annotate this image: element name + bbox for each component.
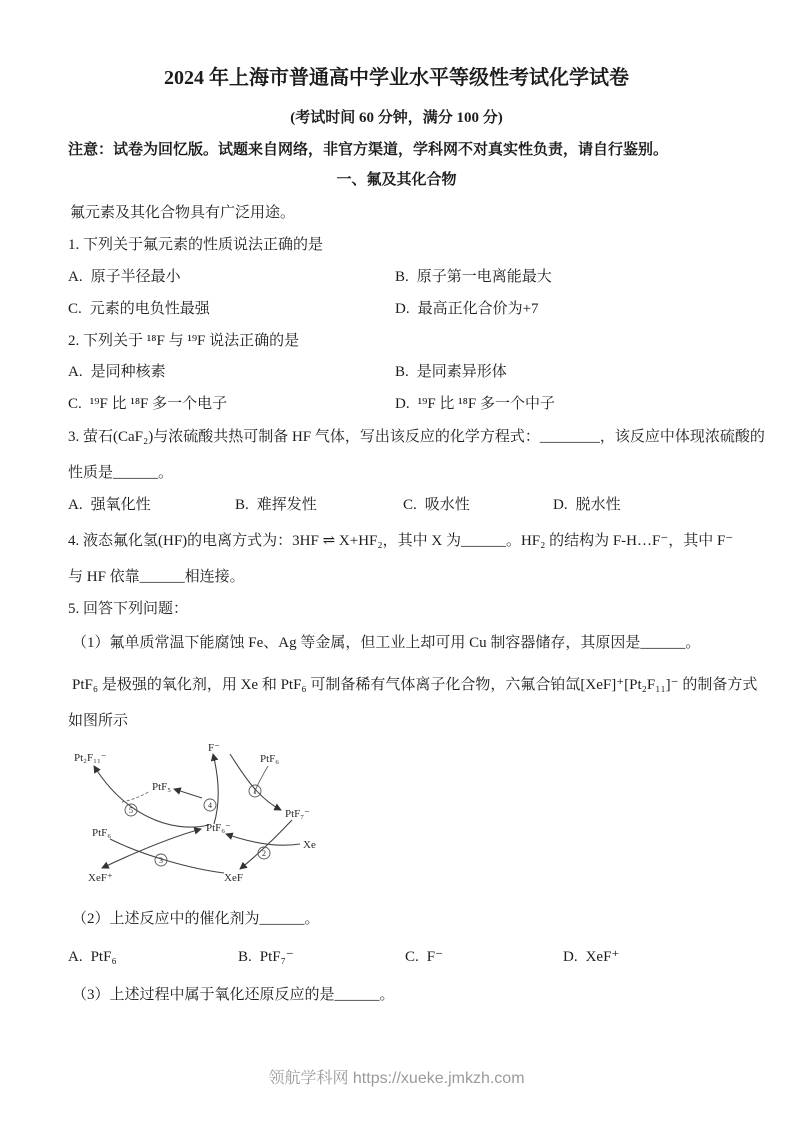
- q5-part2-option-a: A. PtF₆: [68, 949, 117, 965]
- q1-option-c: C. 元素的电负性最强: [68, 301, 210, 317]
- q5-part2-option-b: B. PtF₇⁻: [238, 949, 294, 965]
- node-pt2f11-label: Pt₂F₁₁⁻: [74, 752, 107, 764]
- q3-option-c: C. 吸水性: [403, 497, 470, 513]
- q1-option-a: A. 原子半径最小: [68, 269, 181, 285]
- step-4-badge: [204, 799, 216, 811]
- svg-text:4: 4: [208, 801, 212, 810]
- q5-part3: （3）上述过程中属于氧化还原反应的是______。: [72, 987, 395, 1003]
- q1-stem: 1. 下列关于氟元素的性质说法正确的是: [68, 237, 324, 253]
- node-xef-label: XeF: [224, 872, 243, 884]
- q4-line-2: 与 HF 依靠______相连接。: [68, 569, 245, 585]
- node-f-minus-label: F⁻: [208, 742, 220, 754]
- step-2-badge: [258, 847, 270, 859]
- q1-option-b: B. 原子第一电离能最大: [395, 269, 552, 285]
- footer-watermark: 领航学科网 https://xueke.jmkzh.com: [268, 1070, 525, 1087]
- arrow-step4-to-ptf5: [174, 789, 202, 798]
- q5-part1: （1）氟单质常温下能腐蚀 Fe、Ag 等金属，但工业上却可用 Cu 制容器储存，其原因是______。: [72, 635, 701, 651]
- node-ptf6-minus-label: PtF₆⁻: [206, 822, 231, 834]
- q5-para-line-2: 如图所示: [68, 713, 129, 729]
- notice-text: 注意：试卷为回忆版。试题来自网络，非官方渠道，学科网不对真实性负责，请自行鉴别。: [68, 142, 669, 158]
- q5-part2: （2）上述反应中的催化剂为______。: [72, 911, 320, 927]
- exam-title: 2024 年上海市普通高中学业水平等级性考试化学试卷: [164, 67, 629, 89]
- q2-option-b: B. 是同素异形体: [395, 364, 507, 380]
- reaction-diagram: [62, 740, 362, 898]
- svg-text:3: 3: [159, 856, 163, 865]
- step-1-badge: [249, 785, 261, 797]
- q2-option-d: D. ¹⁹F 比 ¹⁸F 多一个中子: [395, 396, 555, 412]
- q2-option-a: A. 是同种核素: [68, 364, 166, 380]
- q5-stem: 5. 回答下列问题：: [68, 601, 189, 617]
- q3-line-2: 性质是______。: [68, 465, 174, 481]
- section-heading: 一、氟及其化合物: [336, 172, 457, 188]
- q5-para-line-1: PtF₆ 是极强的氧化剂，用 Xe 和 PtF₆ 可制备稀有气体离子化合物，六氟合铂氙[XeF]⁺[Pt₂F₁₁]⁻ 的制备方式: [72, 677, 758, 693]
- q3-option-a: A. 强氧化性: [68, 497, 151, 513]
- svg-text:1: 1: [253, 787, 257, 796]
- svg-text:5: 5: [129, 806, 133, 815]
- exam-subtitle: (考试时间 60 分钟，满分 100 分): [290, 110, 503, 126]
- arrow-step5: [94, 766, 209, 827]
- arrow-step2-to-ptf6minus: [226, 834, 300, 845]
- q2-option-c: C. ¹⁹F 比 ¹⁸F 多一个电子: [68, 396, 228, 412]
- intro-text: 氟元素及其化合物具有广泛用途。: [70, 205, 296, 221]
- q4-line-1: 4. 液态氟化氢(HF)的电离方式为：3HF ⇌ X+HF₂，其中 X 为______。HF₂ 的结构为 F-H…F⁻，其中 F⁻: [68, 533, 734, 549]
- q5-part2-option-c: C. F⁻: [405, 949, 444, 965]
- node-ptf6-left-label: PtF₆: [92, 827, 112, 839]
- node-ptf5-label: PtF₅: [152, 781, 172, 793]
- q3-option-d: D. 脱水性: [553, 497, 621, 513]
- connector-ptf5-step5: [122, 791, 150, 802]
- node-ptf7-label: PtF₇⁻: [285, 808, 310, 820]
- q1-option-d: D. 最高正化合价为+7: [395, 301, 539, 317]
- node-xef-plus-label: XeF⁺: [88, 872, 113, 884]
- svg-text:2: 2: [262, 849, 266, 858]
- node-xe-label: Xe: [303, 839, 316, 851]
- q3-line-1: 3. 萤石(CaF₂)与浓硫酸共热可制备 HF 气体，写出该反应的化学方程式：________，该反应中体现浓硫酸的: [68, 429, 765, 445]
- arrow-step3-products: [102, 829, 201, 868]
- q2-stem: 2. 下列关于 ¹⁸F 与 ¹⁹F 说法正确的是: [68, 333, 300, 349]
- arrow-step4-to-f: [213, 754, 218, 824]
- q5-part2-option-d: D. XeF⁺: [563, 949, 620, 965]
- node-ptf6-top-label: PtF₆: [260, 753, 280, 765]
- q3-option-b: B. 难挥发性: [235, 497, 317, 513]
